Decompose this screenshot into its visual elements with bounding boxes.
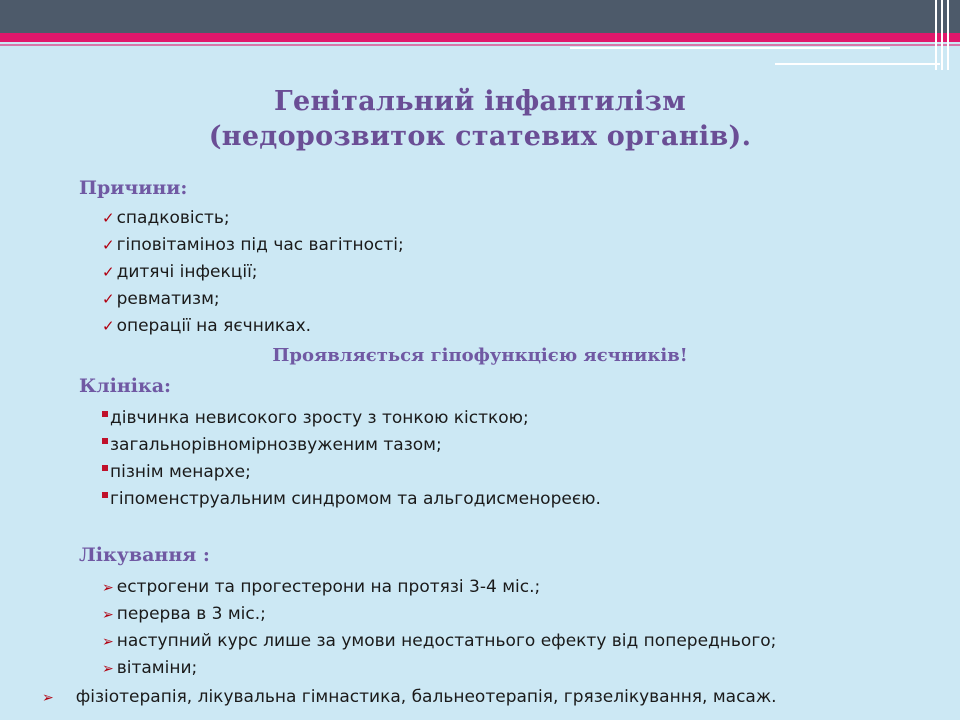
square-bullet-icon bbox=[102, 465, 108, 471]
decorative-line bbox=[570, 47, 890, 49]
decorative-line bbox=[775, 63, 940, 65]
list-item: дівчинка невисокого зросту з тонкою кісткою; bbox=[102, 405, 529, 431]
accent-line bbox=[0, 44, 960, 46]
decorative-vline bbox=[935, 0, 937, 70]
title-line-1: Генітальний інфантилізм bbox=[274, 86, 686, 117]
list-item: пізнім менархе; bbox=[102, 459, 251, 485]
checkmark-icon: ✓ bbox=[102, 263, 115, 281]
slide-title bbox=[0, 84, 960, 154]
checkmark-icon: ✓ bbox=[102, 317, 115, 335]
list-item: ➢ фізіотерапія, лікувальна гімнастика, бальнеотерапія, грязелікування, масаж. bbox=[42, 687, 777, 707]
clinic-heading: Клініка: bbox=[79, 375, 172, 397]
checkmark-icon: ✓ bbox=[102, 236, 115, 254]
list-item: ✓ операції на яєчниках. bbox=[102, 316, 312, 336]
list-item: ➢ наступний курс лише за умови недостатнього ефекту від попереднього; bbox=[102, 631, 777, 651]
square-bullet-icon bbox=[102, 492, 108, 498]
title-line-2: (недорозвиток статевих органів). bbox=[208, 121, 752, 152]
list-item: ➢ вітаміни; bbox=[102, 658, 198, 678]
arrow-bullet-icon: ➢ bbox=[102, 607, 114, 623]
arrow-bullet-icon: ➢ bbox=[102, 661, 114, 677]
arrow-bullet-icon: ➢ bbox=[42, 690, 54, 706]
emphasis-note: Проявляється гіпофункцією яєчників! bbox=[272, 345, 688, 366]
list-item: гіпоменструальним синдромом та альгодисменореєю. bbox=[102, 486, 601, 512]
checkmark-icon: ✓ bbox=[102, 290, 115, 308]
list-item: ✓ спадковість; bbox=[102, 208, 230, 228]
list-item: ➢ естрогени та прогестерони на протязі 3-4 міс.; bbox=[102, 577, 541, 597]
list-item: загальнорівномірнозвуженим тазом; bbox=[102, 432, 442, 458]
list-item: ✓ гіповітаміноз під час вагітності; bbox=[102, 235, 404, 255]
accent-bar bbox=[0, 33, 960, 42]
arrow-bullet-icon: ➢ bbox=[102, 580, 114, 596]
checkmark-icon: ✓ bbox=[102, 209, 115, 227]
square-bullet-icon bbox=[102, 438, 108, 444]
arrow-bullet-icon: ➢ bbox=[102, 634, 114, 650]
treatment-heading: Лікування : bbox=[79, 544, 210, 566]
list-item: ➢ перерва в 3 міс.; bbox=[102, 604, 266, 624]
top-bar bbox=[0, 0, 960, 33]
square-bullet-icon bbox=[102, 411, 108, 417]
list-item: ✓ ревматизм; bbox=[102, 289, 220, 309]
causes-heading: Причини: bbox=[79, 177, 188, 199]
decorative-vline bbox=[941, 0, 943, 70]
list-item: ✓ дитячі інфекції; bbox=[102, 262, 258, 282]
decorative-vline bbox=[947, 0, 949, 70]
